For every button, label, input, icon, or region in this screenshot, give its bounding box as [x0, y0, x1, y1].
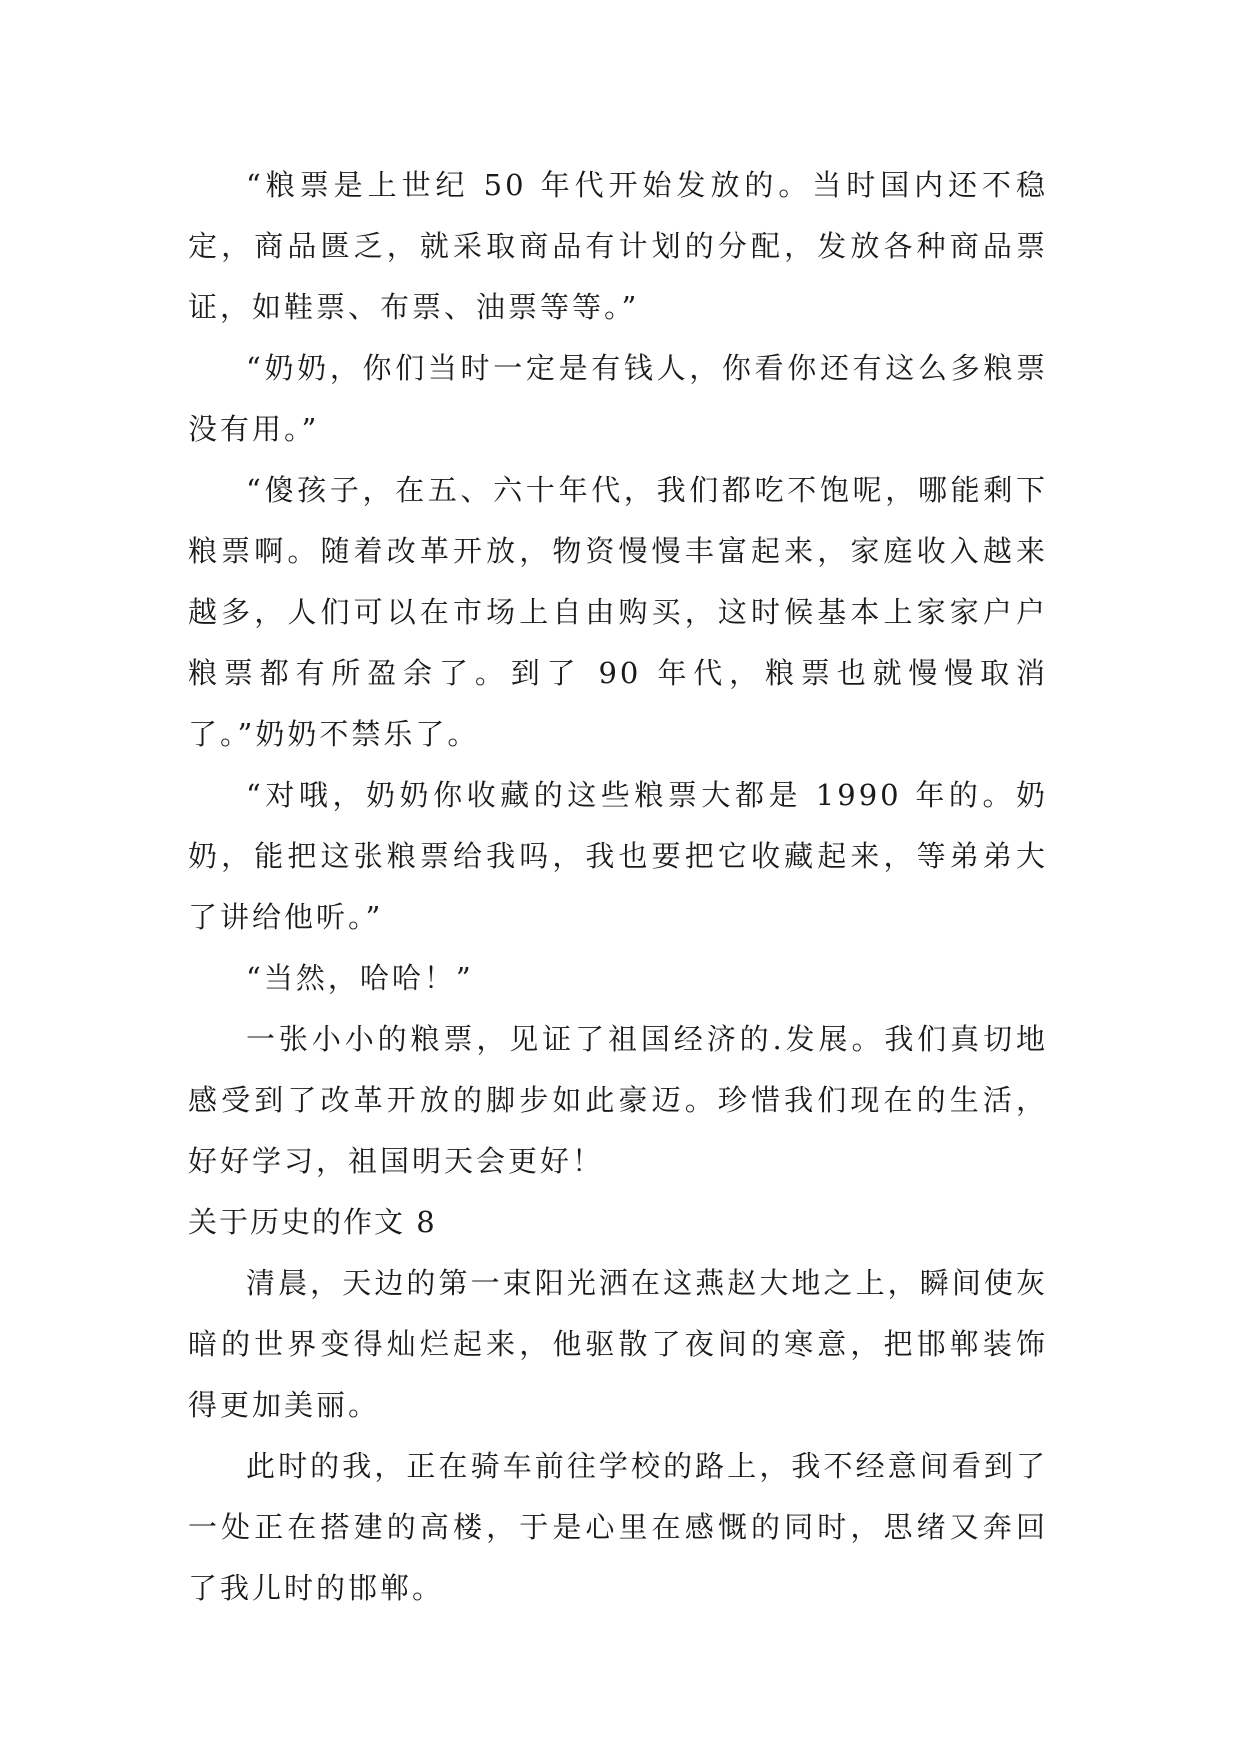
paragraph: 此时的我，正在骑车前往学校的路上，我不经意间看到了一处正在搭建的高楼，于是心里在感慨的同时，思绪又奔回了我儿时的邯郸。 [188, 1449, 1048, 1605]
paragraph: “对哦，奶奶你收藏的这些粮票大都是 1990 年的。奶奶，能把这张粮票给我吗，我也要把它收藏起来，等弟弟大了讲给他听。” [188, 778, 1048, 934]
paragraph: 一张小小的粮票，见证了祖国经济的.发展。我们真切地感受到了改革开放的脚步如此豪迈。珍惜我们现在的生活，好好学习，祖国明天会更好！ [188, 1022, 1048, 1178]
paragraph: “奶奶，你们当时一定是有钱人，你看你还有这么多粮票没有用。” [188, 351, 1048, 446]
paragraph: “当然，哈哈！” [246, 961, 474, 995]
document-body [188, 155, 1048, 1619]
paragraph: “粮票是上世纪 50 年代开始发放的。当时国内还不稳定，商品匮乏，就采取商品有计划的分配，发放各种商品票证，如鞋票、布票、油票等等。” [188, 168, 1048, 324]
section-heading: 关于历史的作文 8 [188, 1205, 437, 1239]
paragraph: 清晨，天边的第一束阳光洒在这燕赵大地之上，瞬间使灰暗的世界变得灿烂起来，他驱散了夜间的寒意，把邯郸装饰得更加美丽。 [188, 1266, 1048, 1422]
paragraph: “傻孩子，在五、六十年代，我们都吃不饱呢，哪能剩下粮票啊。随着改革开放，物资慢慢丰富起来，家庭收入越来越多，人们可以在市场上自由购买，这时候基本上家家户户粮票都有所盈余了。到了 90 年代，粮票也就慢慢取消了。”奶奶不禁乐了。 [188, 473, 1048, 751]
